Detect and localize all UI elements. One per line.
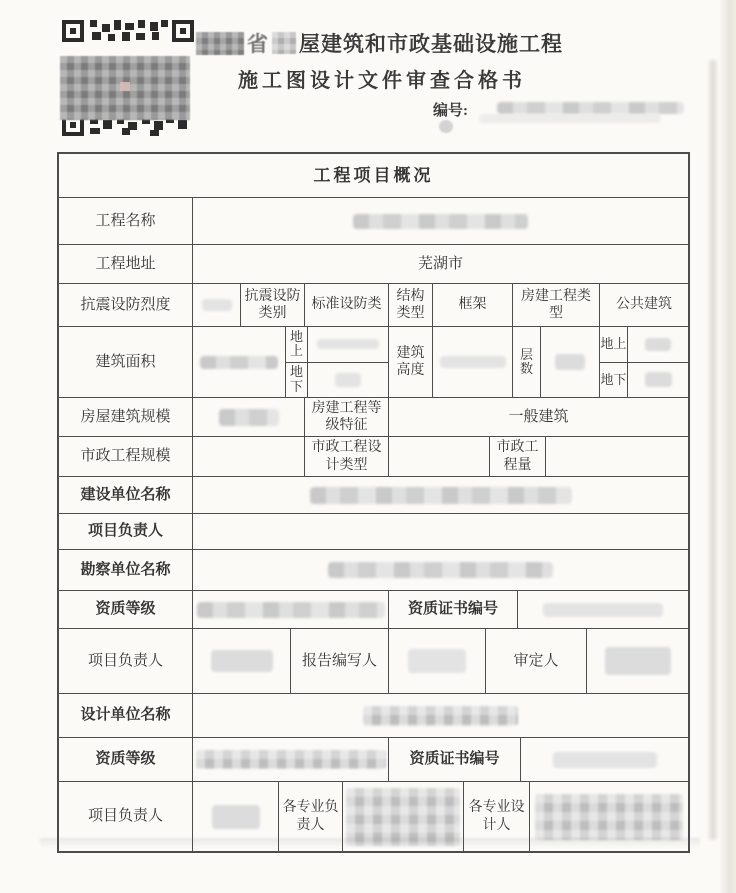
cell-report-writer bbox=[388, 629, 485, 693]
cell-approver bbox=[586, 629, 688, 693]
label-discipline-designers: 各专业设计人 bbox=[463, 782, 529, 851]
label-storeys-below: 地下 bbox=[600, 371, 627, 387]
redacted-area-below bbox=[335, 373, 361, 387]
label-area-below-ground: 地下 bbox=[289, 364, 303, 394]
label-building-grade: 房建工程等级特征 bbox=[304, 398, 388, 436]
label-design-unit: 设计单位名称 bbox=[80, 707, 171, 724]
label-seismic-intensity: 抗震设防烈度 bbox=[80, 296, 171, 313]
cell-construction-unit bbox=[192, 477, 688, 513]
redacted-report-writer bbox=[408, 649, 466, 673]
redacted-building-height bbox=[440, 356, 506, 368]
value-structure-type: 框架 bbox=[432, 284, 512, 326]
cell-area-above-value bbox=[308, 327, 388, 363]
label-design-project-leader: 项目负责人 bbox=[87, 808, 163, 825]
label-storeys-above: 地上 bbox=[600, 327, 627, 363]
label-design-cert-no: 资质证书编号 bbox=[388, 738, 520, 781]
cell-survey-cert-no bbox=[517, 591, 688, 628]
table-row bbox=[59, 513, 688, 549]
label-municipal-quantity: 市政工程量 bbox=[489, 437, 545, 476]
redacted-design-cert-no bbox=[553, 752, 657, 768]
table-row bbox=[59, 397, 688, 436]
table-row bbox=[59, 283, 688, 326]
label-building-project-type: 房建工程类型 bbox=[512, 284, 599, 326]
label-construction-unit: 建设单位名称 bbox=[80, 486, 171, 503]
paper-crease bbox=[707, 60, 719, 840]
cell-storeys-ground-labels bbox=[599, 327, 627, 397]
label-seismic-category: 抗震设防类别 bbox=[240, 284, 304, 326]
cell-seismic-intensity bbox=[192, 284, 240, 326]
cell-project-name bbox=[192, 198, 688, 244]
redacted-design-project-leader bbox=[212, 805, 260, 829]
label-survey-qualification: 资质等级 bbox=[95, 601, 156, 618]
redacted-survey-cert-no bbox=[543, 603, 663, 617]
title-province-suffix: 省 bbox=[247, 32, 269, 56]
value-building-project-type: 公共建筑 bbox=[599, 284, 688, 326]
cell-housing-scale bbox=[192, 398, 304, 436]
table-row bbox=[59, 244, 688, 283]
label-storeys: 层数 bbox=[512, 327, 540, 397]
redacted-survey-qualification bbox=[197, 602, 385, 618]
redacted-title-char bbox=[272, 32, 296, 54]
label-floor-area: 建筑面积 bbox=[95, 353, 156, 370]
table-row bbox=[59, 326, 688, 397]
cell-storeys bbox=[540, 327, 599, 397]
redacted-housing-scale bbox=[219, 409, 279, 426]
project-overview-table bbox=[57, 152, 690, 853]
redacted-construction-unit bbox=[310, 487, 572, 504]
redacted-serial-number-2 bbox=[479, 114, 661, 123]
redacted-survey-project-leader bbox=[211, 650, 273, 672]
cell-survey-project-leader bbox=[192, 629, 290, 693]
label-construction-project-leader: 项目负责人 bbox=[87, 523, 163, 540]
title-text: 屋建筑和市政基础设施工程 bbox=[299, 32, 563, 56]
cell-municipal-scale-empty bbox=[192, 437, 304, 476]
cell-floor-area-total bbox=[192, 327, 285, 397]
cell-area-ground-values bbox=[307, 327, 388, 397]
scan-artifact-band bbox=[40, 838, 700, 848]
table-title: 工程项目概况 bbox=[313, 165, 434, 185]
cell-area-below-value bbox=[308, 363, 388, 398]
label-report-writer: 报告编写人 bbox=[290, 629, 388, 693]
document-title-line2: 施工图设计文件审查合格书 bbox=[238, 70, 526, 92]
label-structure-type: 结构类型 bbox=[388, 284, 432, 326]
value-project-address: 芜湖市 bbox=[192, 245, 688, 283]
label-approver: 审定人 bbox=[485, 629, 586, 693]
redacted-storeys bbox=[555, 354, 585, 370]
table-row bbox=[59, 693, 688, 737]
serial-number-label: 编号: bbox=[433, 103, 468, 119]
table-row bbox=[59, 476, 688, 513]
cell-survey-unit bbox=[192, 550, 688, 590]
table-header-row bbox=[59, 154, 688, 197]
redacted-area-above bbox=[317, 339, 379, 349]
value-seismic-category: 标准设防类 bbox=[304, 284, 388, 326]
label-survey-cert-no: 资质证书编号 bbox=[388, 591, 517, 628]
redacted-design-qualification bbox=[196, 750, 386, 769]
cell-area-ground-labels bbox=[285, 327, 307, 397]
redacted-approver bbox=[605, 647, 671, 675]
label-design-qualification: 资质等级 bbox=[95, 751, 156, 768]
redacted-storeys-above bbox=[645, 338, 671, 351]
redacted-project-name bbox=[353, 214, 528, 229]
cell-survey-qualification bbox=[192, 591, 388, 628]
redacted-floor-area-total bbox=[200, 356, 278, 369]
label-survey-project-leader: 项目负责人 bbox=[87, 652, 163, 669]
redacted-survey-unit bbox=[328, 562, 553, 578]
cell-building-height bbox=[432, 327, 512, 397]
redacted-discipline-leaders bbox=[346, 788, 460, 846]
cell-storeys-ground-values bbox=[627, 327, 688, 397]
cell-design-qualification bbox=[192, 738, 388, 781]
redacted-serial-dot bbox=[439, 120, 453, 133]
cell-municipal-quantity-empty bbox=[545, 437, 688, 476]
redacted-province-name bbox=[196, 32, 244, 55]
label-area-above-ground: 地上 bbox=[286, 327, 307, 363]
label-municipal-scale: 市政工程规模 bbox=[80, 448, 171, 465]
label-project-name: 工程名称 bbox=[95, 212, 156, 229]
label-project-address: 工程地址 bbox=[95, 255, 156, 272]
qr-code bbox=[62, 20, 194, 136]
label-building-height: 建筑高度 bbox=[388, 327, 432, 397]
table-row bbox=[59, 628, 688, 693]
table-row bbox=[59, 549, 688, 590]
cell-storeys-below-value bbox=[628, 363, 688, 398]
redacted-seismic-intensity bbox=[202, 299, 232, 311]
qr-redaction-pixel bbox=[120, 82, 130, 91]
redacted-discipline-designers bbox=[535, 794, 683, 840]
label-survey-unit: 勘察单位名称 bbox=[80, 561, 171, 578]
cell-municipal-design-type-empty bbox=[388, 437, 489, 476]
label-municipal-design-type: 市政工程设计类型 bbox=[304, 437, 388, 476]
label-discipline-leaders: 各专业负责人 bbox=[278, 782, 342, 851]
label-housing-scale: 房屋建筑规模 bbox=[80, 408, 171, 425]
cell-design-unit bbox=[192, 694, 688, 737]
document-title-line1 bbox=[196, 28, 563, 58]
cell-storeys-above-value bbox=[628, 327, 688, 363]
table-row bbox=[59, 197, 688, 244]
cell-construction-project-leader-empty bbox=[192, 514, 688, 549]
redacted-design-unit bbox=[363, 706, 518, 726]
scan-edge-margin bbox=[719, 0, 736, 893]
redacted-storeys-below bbox=[645, 372, 672, 387]
table-row bbox=[59, 590, 688, 628]
table-row bbox=[59, 737, 688, 781]
value-building-grade: 一般建筑 bbox=[388, 398, 688, 436]
redacted-serial-number bbox=[497, 102, 684, 114]
table-row bbox=[59, 436, 688, 476]
cell-design-cert-no bbox=[520, 738, 688, 781]
